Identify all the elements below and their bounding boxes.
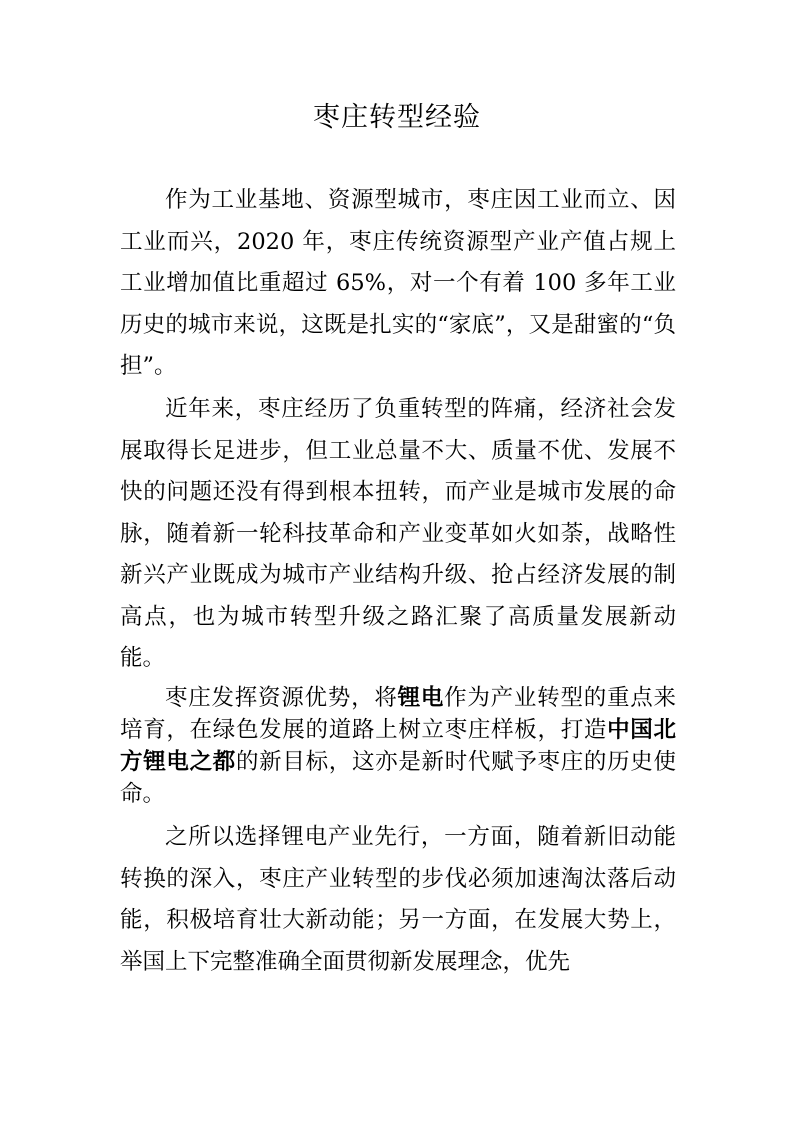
highlight-lithium-capital: 中国北方锂电之都	[120, 717, 676, 775]
paragraph-4: 之所以选择锂电产业先行，一方面，随着新旧动能转换的深入，枣庄产业转型的步伐必须加速淘汰落后动能，积极培育壮大新动能；另一方面，在发展大势上，举国上下完整准确全面贯彻新发展理念，优先	[120, 824, 676, 975]
highlight-lithium: 锂电	[397, 685, 445, 711]
paragraph-3	[120, 682, 676, 810]
paragraph-1: 作为工业基地、资源型城市，枣庄因工业而立、因工业而兴，2020 年，枣庄传统资源型产业产值占规上工业增加值比重超过 65%，对一个有着 100 多年工业历史的城市来说，这既是扎实的“家底”，又是甜蜜的“负担”。	[120, 187, 676, 379]
paragraph-2: 近年来，枣庄经历了负重转型的阵痛，经济社会发展取得长足进步，但工业总量不大、质量不优、发展不快的问题还没有得到根本扭转，而产业是城市发展的命脉，随着新一轮科技革命和产业变革如火如荼，战略性新兴产业既成为城市产业结构升级、抢占经济发展的制高点，也为城市转型升级之路汇聚了高质量发展新动能。	[120, 396, 676, 671]
document-title: 枣庄转型经验	[313, 102, 481, 133]
paragraph-3-text: 作为产业转型的重点来培育，在绿色发展的道路上树立枣庄样板，打造	[120, 685, 676, 743]
paragraph-3-text: 的新目标，这亦是新时代赋予枣庄的历史使命。	[120, 749, 676, 807]
paragraph-3-text: 枣庄发挥资源优势，将	[165, 685, 398, 711]
